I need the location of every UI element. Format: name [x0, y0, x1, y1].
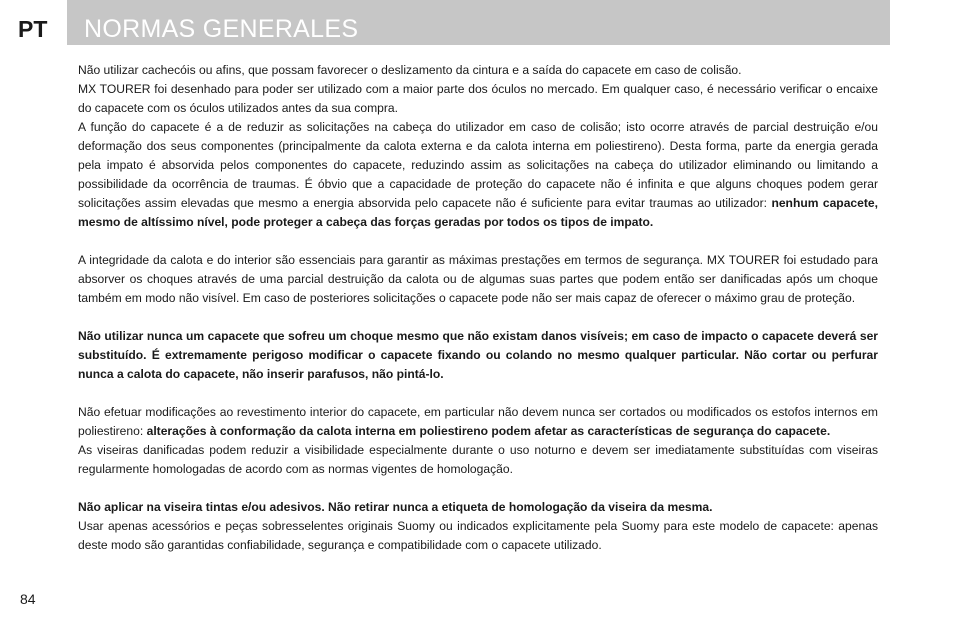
- interior-modifications-warning: alterações à conformação da calota interna em poliestireno podem afetar as características de segurança do capacete.: [146, 424, 831, 438]
- paragraph-visors: As viseiras danificadas podem reduzir a visibilidade especialmente durante o uso noturno e devem ser imediatamente substituídas com viseiras regularmente homologadas de acordo com as normas vigentes de homologação.: [78, 443, 878, 476]
- section-title: NORMAS GENERALES: [84, 15, 359, 43]
- paragraph-interior-modifications: [78, 403, 878, 441]
- paragraph-shell-integrity: A integridade da calota e do interior são essenciais para garantir as máximas prestações em termos de segurança. MX TOURER foi estudado para absorver os choques através de uma parcial destruição da calota ou de algumas suas partes que podem então ser danificadas após um choque também em modo não visível. Em caso de posteriores solicitações o capacete pode não ser mais capaz de oferecer o máximo grau de proteção.: [78, 253, 878, 305]
- language-code: PT: [18, 16, 48, 42]
- paragraph-scarves: Não utilizar cachecóis ou afins, que possam favorecer o deslizamento da cintura e a saída do capacete em caso de colisão.: [78, 63, 742, 77]
- helmet-function-text: A função do capacete é a de reduzir as solicitações na cabeça do utilizador em caso de colisão; isto ocorre através de parcial destruição e/ou deformação dos seus componentes (principalmente da calota externa e da calota interna em poliestireno). Desta forma, parte da energia gerada pela impato é absorvida pelos componentes do capacete, reduzindo assim as solicitações na cabeça do utilizador eliminando ou limitando a possibilidade da ocorrência de traumas. É óbvio que a capacidade de proteção do capacete não é infinita e que alguns choques podem gerar solicitações assim elevadas que mesmo a energia absorvida pelo capacete não é suficiente para evitar traumas ao utilizador:: [78, 120, 878, 210]
- document-body: [78, 61, 878, 555]
- helmet-function-warning: nenhum capacete, mesmo de altíssimo nível, pode proteger a cabeça das forças geradas por todos os tipos de impato.: [78, 196, 878, 229]
- paragraph-helmet-function: [78, 118, 878, 232]
- paragraph-accessories: Usar apenas acessórios e peças sobresselentes originais Suomy ou indicados explicitamente pela Suomy para este modelo de capacete: apenas deste modo são garantidas confiabilidade, segurança e compatibilidade com o capacete utilizado.: [78, 519, 878, 552]
- spacer: [78, 232, 878, 251]
- spacer: [78, 384, 878, 403]
- paragraph-visor-warning: Não aplicar na viseira tintas e/ou adesivos. Não retirar nunca a etiqueta de homologação da viseira da mesma.: [78, 500, 713, 514]
- spacer: [78, 308, 878, 327]
- paragraph-glasses: MX TOURER foi desenhado para poder ser utilizado com a maior parte dos óculos no mercado. Em qualquer caso, é necessário verificar o encaixe do capacete com os óculos utilizados antes da sua compra.: [78, 82, 878, 115]
- paragraph-impact-warning: Não utilizar nunca um capacete que sofreu um choque mesmo que não existam danos visíveis; em caso de impacto o capacete deverá ser substituído. É extremamente perigoso modificar o capacete fixando ou colando no mesmo qualquer particular. Não cortar ou perfurar nunca a calota do capacete, não inserir parafusos, não pintá-lo.: [78, 329, 878, 381]
- spacer: [78, 479, 878, 498]
- page-number: 84: [20, 591, 36, 607]
- section-banner: [67, 0, 890, 45]
- interior-modifications-text: Não efetuar modificações ao revestimento interior do capacete, em particular não devem nunca ser cortados ou modificados os estofos internos em poliestireno:: [78, 405, 878, 438]
